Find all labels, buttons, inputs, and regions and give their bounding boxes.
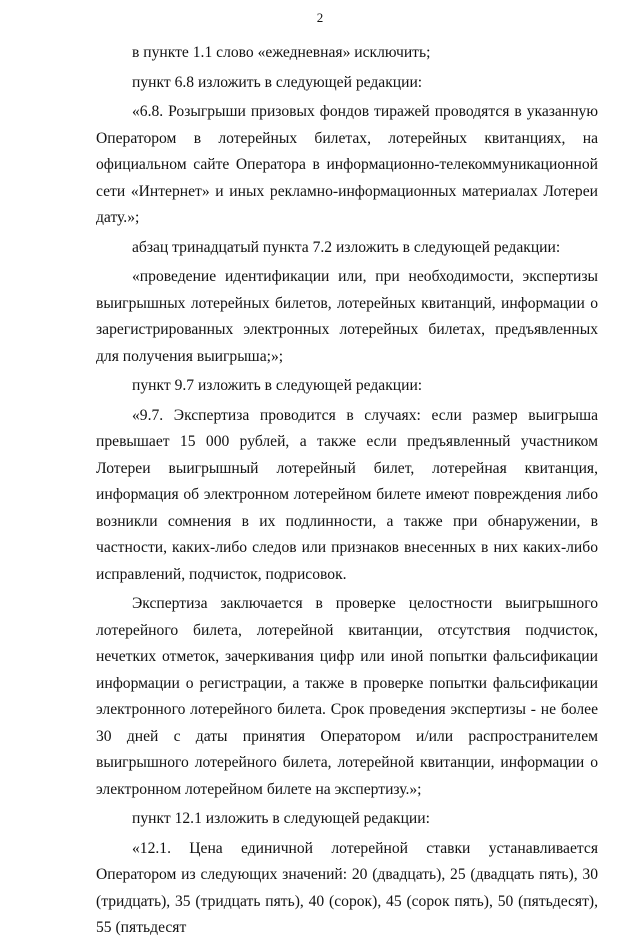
paragraph-7-2-text: «проведение идентификации или, при необходимости, экспертизы выигрышных лотерейных билетов, лотерейных квитанций, информации о зарегистрированных электронных лотерейных билетах, предъявленных для получения выигрыша;»; [96, 268, 598, 365]
document-body [96, 40, 598, 942]
page-number: 2 [316, 10, 324, 25]
paragraph-7-2-intro: абзац тринадцатый пункта 7.2 изложить в следующей редакции: [132, 238, 561, 256]
paragraph-1-1-amendment: в пункте 1.1 слово «ежедневная» исключить; [132, 44, 431, 61]
paragraph-6-8-intro: пункт 6.8 изложить в следующей редакции: [132, 73, 423, 91]
paragraph-expertise-text: Экспертиза заключается в проверке целостности выигрышного лотерейного билета, лотерейной квитанции, отсутствия подчисток, нечетких отметок, зачеркивания цифр или иной попытки фальсификации информации о регистрации, а также в проверке попытки фальсификации электронного лотерейного билета. Срок проведения экспертизы - не более 30 дней с даты принятия Оператором и/или распространителем выигрышного лотерейного билета, лотерейной квитанции, информации о электронном лотерейном билете на экспертизу.»; [96, 595, 598, 798]
paragraph-6-8-text: «6.8. Розыгрыши призовых фондов тиражей проводятся в указанную Оператором в лотерейных билетах, лотерейных квитанциях, на официальном сайте Оператора в информационно-телекоммуникационной сети «Интернет» и иных рекламно-информационных материалах Лотереи дату.»; [96, 103, 598, 226]
paragraph-9-7-text: «9.7. Экспертиза проводится в случаях: если размер выигрыша превышает 15 000 рублей, а также если предъявленный участником Лотереи выигрышный лотерейный билет, лотерейная квитанция, информация об электронном лотерейном билете имеют повреждения либо возникли сомнения в их подлинности, а также при обнаружении, в частности, каких-либо следов или признаков внесенных в них каких-либо исправлений, подчисток, подрисовок. [96, 406, 598, 583]
paragraph-9-7-intro: пункт 9.7 изложить в следующей редакции: [132, 377, 423, 394]
paragraph-12-1-intro: пункт 12.1 изложить в следующей редакции: [132, 810, 430, 827]
paragraph-12-1-text: «12.1. Цена единичной лотерейной ставки устанавливается Оператором из следующих значений: 20 (двадцать), 25 (двадцать пять), 30 (тридцать), 35 (тридцать пять), 40 (сорок), 45 (сорок пять), 50 (пятьдесят), 55 (пятьдесят [96, 839, 598, 936]
